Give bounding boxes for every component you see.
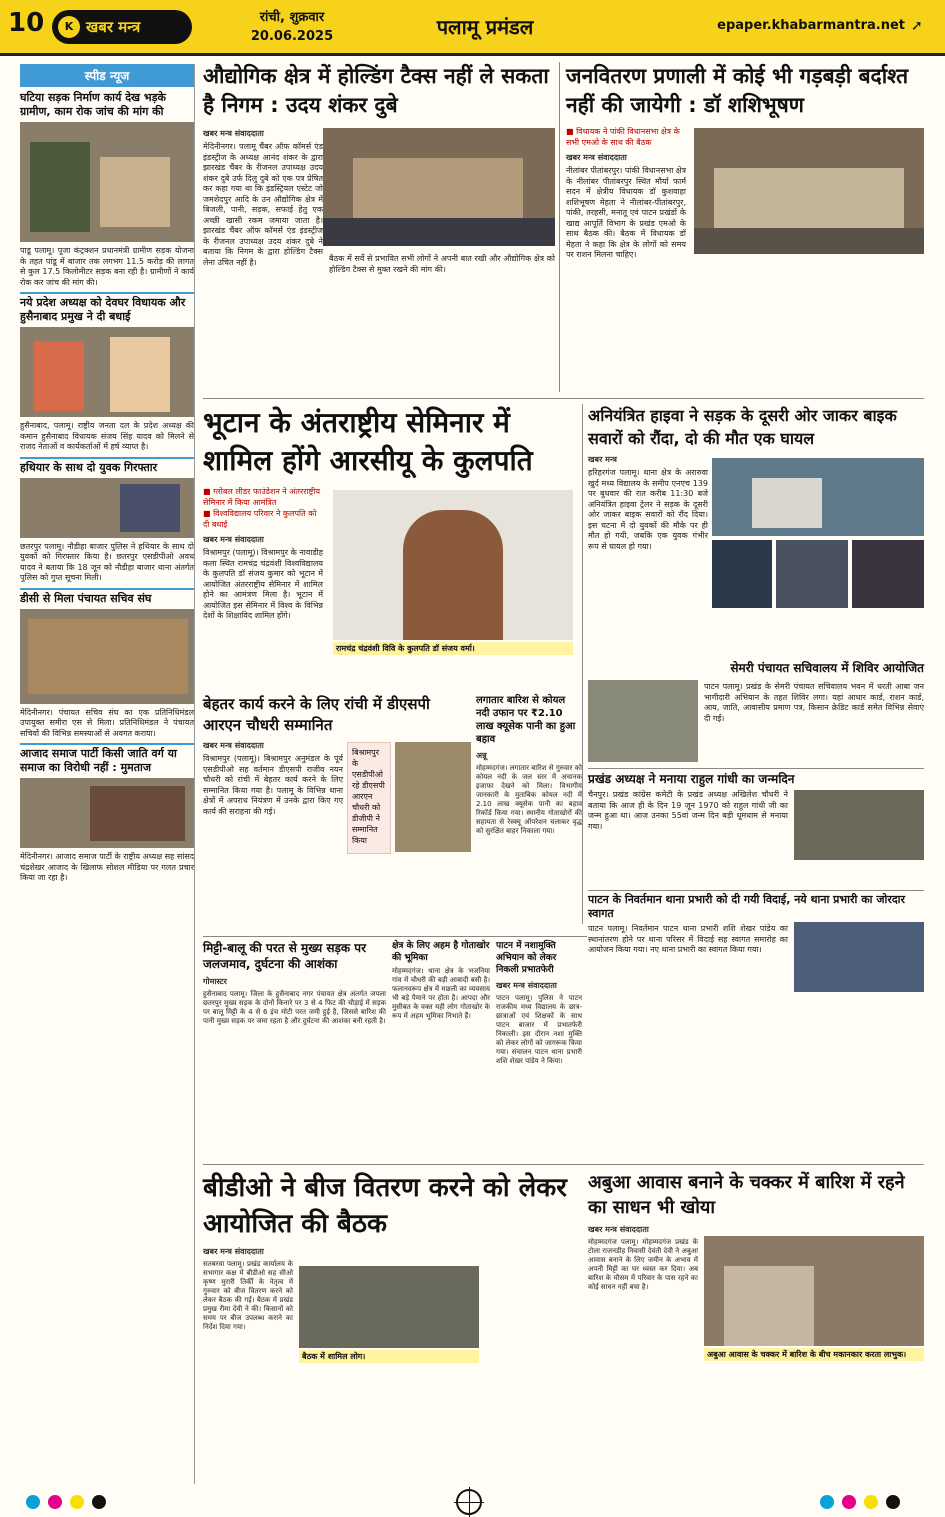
- byline: खबर मन्त्र संवाददाता: [566, 153, 627, 162]
- byline: खबर मन्त्र संवाददाता: [588, 1225, 649, 1234]
- article-body-continued: बैठक में सर्वे से प्रभावित सभी लोगों ने अपनी बात रखी और औद्योगिक क्षेत्र को होल्डिंग टैक्स से मुक्त रखने की मांग की।: [329, 254, 555, 274]
- brand-badge[interactable]: [52, 10, 192, 44]
- article-nasha: [496, 940, 582, 1160]
- article-body: पाटन पलामू। निवर्तमान पाटन थाना प्रभारी शशि शेखर पांडेय का स्थानांतरण होने पर थाना परिसर में विदाई सह स्वागत समारोह का आयोजन किया गया। नए थाना प्रभारी का स्वागत किया गया।: [588, 924, 788, 954]
- brief-headline[interactable]: नये प्रदेश अध्यक्ष को देवघर विधायक और हुसैनाबाद प्रमुख ने दी बधाई: [20, 292, 194, 324]
- farewell-photo: [794, 922, 924, 992]
- byline: खबर मन्त्र: [588, 455, 617, 464]
- brief-headline[interactable]: घटिया सड़क निर्माण कार्य देख भड़के ग्रामीण, काम रोक जांच की मांग की: [20, 91, 166, 118]
- article-gotakhor: [392, 940, 490, 1160]
- headline[interactable]: अबुआ आवास बनाने के चक्कर में बारिश में रहने का साधन भी खोया: [588, 1172, 905, 1218]
- cursor-icon: ➚: [911, 18, 923, 34]
- byline: खबर मन्त्र संवाददाता: [203, 1247, 264, 1256]
- article-body: हुसैनाबाद पलामू। जिला के हुसैनाबाद नगर पंचायत क्षेत्र अंतर्गत जपला छतरपुर मुख्य सड़क के दोनों किनारे पर 3 से 4 फिट की चौड़ाई में सड़क पर बालू मिट्टी के 4 से 6 इंच मोटी परत जमी हुई है, जिससे बारिश की पानी मुख्य सड़क पर जमा रहता है और दुर्घटना की आशंका बनी रहती है।: [203, 990, 386, 1025]
- speed-news-label: स्पीड न्यूज: [20, 64, 194, 87]
- victim-photo: [776, 540, 848, 608]
- brief-body: मेदिनीनगर। पंचायत सचिव संघ का एक प्रतिनिधिमंडल उपायुक्त समीरा एस से मिला। प्रतिनिधिमंडल ने पंचायत सचिवों की विभिन्न समस्याओं से अवगत कराया।: [20, 707, 194, 738]
- article-body: विश्रामपुर (पलामू)। विश्रामपुर के नावाडीह कला स्थित रामचंद्र चंद्रवंशी विश्वविद्यालय के कुलपति डॉ संजय कुमार को भूटान में आयोजित अंतरराष्ट्रीय सेमिनार में शामिल होने का आमंत्रण मिला है। भूटान में आयोजित इस सेमिनार में विश्व के विभिन्न देशों के शिक्षाविद शामिल होंगे।: [203, 548, 323, 620]
- left-column: [20, 64, 195, 1484]
- article-sadak: [203, 940, 386, 1160]
- headline[interactable]: पाटन के निवर्तमान थाना प्रभारी को दी गयी विदाई, नये थाना प्रभारी का जोरदार स्वागत: [588, 890, 924, 921]
- photo-caption: बैठक में शामिल लोग।: [299, 1350, 479, 1363]
- print-marks: [0, 1487, 945, 1517]
- article-body: विश्रामपुर (पलामू)। बिश्रामपुर अनुमंडल के पूर्व एसडीपीओ सह वर्तमान डीएसपी राजीव नयन चौधरी को रांची में बेहतर कार्य करने के लिए सम्मानित किया गया है। पलामू के विभिन्न थाना क्षेत्रों में अपराध नियंत्रण में उनके द्वारा किए गए कार्य की सराहना की गई।: [203, 754, 343, 816]
- headline[interactable]: औद्योगिक क्षेत्र में होल्डिंग टैक्स नहीं ले सकता है निगम : उदय शंकर दुबे: [203, 64, 549, 117]
- epaper-link[interactable]: epaper.khabarmantra.net: [717, 18, 905, 33]
- byline: खबर मन्त्र संवाददाता: [496, 981, 557, 990]
- cyan-mark-icon: [820, 1495, 834, 1509]
- byline: खबर मन्त्र संवाददाता: [203, 535, 264, 544]
- bullet-text: ■ विधायक ने पांकी विधानसभा क्षेत्र के सभी एमओ के साथ की बैठक: [566, 126, 686, 148]
- article-rahul: [588, 768, 924, 886]
- vc-photo: [333, 490, 573, 640]
- headline[interactable]: लगातार बारिश से कोयल नदी उफान पर ₹2.10 लाख क्यूसेक पानी का हुआ बहाव: [476, 695, 576, 745]
- award-photo: [395, 742, 471, 852]
- brief-headline[interactable]: आजाद समाज पार्टी किसी जाति वर्ग या समाज का विरोधी नहीं : मुमताज: [20, 743, 194, 775]
- headline[interactable]: पाटन में नशामुक्ति अभियान को लेकर निकली प्रभातफेरी: [496, 941, 557, 975]
- house-photo: [704, 1236, 924, 1346]
- article-body: चैनपुर। प्रखंड कांग्रेस कमेटी के प्रखंड अध्यक्ष अखिलेश चौधरी ने बताया कि आज ही के दिन 19 जून 1970 को राहुल गांधी जी का जन्म हुआ था। आज उनका 55वां जन्म दिन बड़ी धूमधाम से मनाया गया।: [588, 790, 788, 831]
- brief-headline[interactable]: डीसी से मिला पंचायत सचिव संघ: [20, 588, 194, 606]
- article-body: पाटन पलामू। प्रखंड के सेमरी पंचायत सचिवालय भवन में धरती आबा जन भागीदारी अभियान के तहत शिविर लगा। यहां आधार कार्ड, राशन कार्ड, आय, जाति, आवासीय प्रमाण पत्र, किसान क्रेडिट कार्ड समेत विभिन्न सेवाएं दी गईं।: [704, 682, 924, 723]
- article-awas: [588, 1170, 924, 1485]
- brand-name: खबर मन्त्र: [86, 18, 141, 36]
- byline: गोमास्टर: [203, 977, 227, 986]
- headline[interactable]: अनियंत्रित हाइवा ने सड़क के दूसरी ओर जाकर बाइक सवारों को रौंदा, दो की मौत एक घायल: [588, 406, 897, 448]
- byline: अन्नू: [476, 751, 487, 760]
- brief-photo: [20, 778, 194, 848]
- article-photo: [694, 128, 924, 254]
- article-body: मेदिनीनगर। पलामू चैंबर ऑफ कॉमर्स एंड इंडस्ट्रीज के अध्यक्ष आनंद शंकर के द्वारा झारखंड चैंबर के रीजनल उपाध्यक्ष उदय शंकर दुबे उर्फ दिलु दुबे को एक पत्र प्रेषित कर कहा गया था कि इंडस्ट्रियल एस्टेट जो जमशेदपुर आदि के उन औद्योगिक क्षेत्र में बिजली, पानी, सड़क, सफाई हेतु एक अच्छी खासी रकम जमाया जाता है। झारखंड चैंबर ऑफ कॉमर्स एंड इंडस्ट्रीज के रीजनल उपाध्यक्ष उदय शंकर दुबे ने बताया कि निगम के द्वारा होल्डिंग टैक्स लेना उचित नहीं है।: [203, 142, 323, 267]
- headline[interactable]: भूटान के अंतराष्ट्रीय सेमिनार में शामिल होंगे आरसीयू के कुलपति: [203, 406, 533, 477]
- article-body: मोहम्मदगंज। थाना क्षेत्र के भजनिया गांव में चौधरी की बड़ी आबादी बसी है। फलानवरूप क्षेत्र में मछली का व्यवसाय भी बड़े पैमाने पर होता है। आपदा और मुसीबत के वक्त यही लोग गोताखोर के रूप में अहम भूमिका निभाते हैं।: [392, 967, 490, 1020]
- bullet-text: ■ विश्वविद्यालय परिवार ने कुलपति को दी बधाई: [203, 508, 323, 530]
- brief-body: मेदिनीनगर। आजाद समाज पार्टी के राष्ट्रीय अध्यक्ष सह सांसद चंद्रशेखर आजाद के खिलाफ सोशल मीडिया पर गलत प्रचार किया जा रहा है।: [20, 852, 194, 882]
- article-koel: [476, 694, 582, 932]
- headline[interactable]: जनवितरण प्रणाली में कोई भी गड़बड़ी बर्दाश्त नहीं की जायेगी : डॉ शशिभूषण: [566, 64, 909, 117]
- article-body: मोहम्मदगंज पलामू। मोहम्मदगंज प्रखंड के टोला राजनडीह निवासी देवंती देवी ने अबुआ आवास बनाने के लिए जमीन के अभाव में अपनी मिट्टी का घर ध्वस्त कर दिया। अब बारिश के मौसम में परिवार के पास रहने का कोई साधन नहीं बचा है।: [588, 1238, 698, 1291]
- issue-date: 20.06.2025: [250, 29, 334, 44]
- article-body: मोहम्मदगंज। लगातार बारिश से गुरुवार को कोयल नदी के जल स्तर में अचानक इजाफा देखने को मिला। विभागीय जानकारी के मुताबिक कोयल नदी में 2.10 लाख क्यूसेक पानी का बहाव रिकॉर्ड किया गया। स्थानीय गोताखोरों की सहायता से रेस्क्यू ऑपरेशन चलाकर वृद्ध को सुरक्षित बाहर निकाला गया।: [476, 764, 582, 835]
- article-pds: [566, 62, 924, 392]
- headline[interactable]: प्रखंड अध्यक्ष ने मनाया राहुल गांधी का जन्मदिन: [588, 768, 924, 787]
- magenta-mark-icon: [48, 1495, 62, 1509]
- article-patan-thana: [588, 890, 924, 1018]
- dateline: [232, 8, 352, 48]
- bullet-text: ■ ग्लोबल लीडर फाउंडेशन ने अंतरराष्ट्रीय सेमिनार में किया आमंत्रित: [203, 486, 323, 508]
- accident-photo: [712, 458, 924, 536]
- brief-body: हुसैनाबाद, पलामू। राष्ट्रीय जनता दल के प्रदेश अध्यक्ष की कमान हुसैनाबाद विधायक संजय सिंह यादव को मिलने से राजद नेताओं व कार्यकर्ताओं में हर्ष व्याप्त है।: [20, 421, 194, 451]
- brand-logo-icon: K: [58, 16, 80, 38]
- article-body: सतबरवा पलामू। प्रखंड कार्यालय के सभागार कक्ष में बीडीओ सह सीओ कृष्ण मुरारी तिर्की के नेतृत्व में गुरुवार को बीज वितरण करने को लेकर बैठक की गई। बैठक में प्रखंड प्रमुख रीमा देवी ने की। किसानों को समय पर बीज उपलब्ध कराने का निर्देश दिया गया।: [203, 1260, 293, 1331]
- meeting-photo: [299, 1266, 479, 1348]
- birthday-photo: [794, 790, 924, 860]
- photo-caption: रामचंद्र चंद्रवंशी विवि के कुलपति डॉ संजय वर्मा।: [333, 642, 573, 655]
- article-body: पाटन पलामू। पुलिस ने पाटन राजकीय मध्य विद्यालय के छात्र-छात्राओं एवं शिक्षकों के साथ पाटन बाजार में प्रभातफेरी निकाली। इस दौरान नशा मुक्ति को लेकर लोगों को जागरूक किया गया। संचालन पाटन थाना प्रभारी शशि शेखर पांडेय ने किया।: [496, 994, 582, 1065]
- victim-photo: [852, 540, 924, 608]
- brief-photo: [20, 609, 194, 704]
- article-body: हरिहरगंज पलामू। थाना क्षेत्र के अरारुवा खुर्द मध्य विद्यालय के समीप एनएच 139 पर बुधवार की रात करीब 11:30 बजे अनियंत्रित हाइवा ट्रेलर ने सड़क के दूसरी ओर जाकर बाइक सवारों को रौंद दिया। इस घटना में दो युवकों की मौके पर ही मौत हो गयी, जबकि एक युवक गंभीर रूप से घायल हो गया।: [588, 468, 708, 551]
- yellow-mark-icon: [864, 1495, 878, 1509]
- brief-photo: [20, 122, 194, 242]
- black-mark-icon: [92, 1495, 106, 1509]
- headline[interactable]: बीडीओ ने बीज वितरण करने को लेकर आयोजित की बैठक: [203, 1173, 567, 1239]
- cyan-mark-icon: [26, 1495, 40, 1509]
- article-industry: [203, 62, 555, 392]
- article-hywa: [588, 404, 924, 654]
- brief-body: छतरपुर पलामू। नौडीहा बाजार पुलिस ने हथियार के साथ दो युवकों को गिरफ्तार किया है। छतरपुर एसडीपीओ अवध यादव ने बताया कि 18 जून को नौडीहा बाजार थाना अंतर्गत पुलिस को गुप्त सूचना मिली।: [20, 541, 194, 582]
- brief-body: पाडू पलामू। पूजा कंट्रक्शन प्रधानमंत्री ग्रामीण सड़क योजना के तहत पांडू में बाजार तक लगभग 11.5 करोड़ की लागत से कुल 17.5 किलोमीटर सड़क बना रही है। ग्रामीणों ने कार्य रोक कर जांच की मांग की।: [20, 246, 194, 287]
- article-body: नीलांबर पीतांबरपुर। पांकी विधानसभा क्षेत्र के नीलांबर पीतांबरपुर स्थित मौर्या फार्म सदन में क्षेत्रीय विधायक डॉ कुशवाहा शशिभूषण मेहता ने नीलांबर-पीतांबरपुर, पांकी, तरहसी, मनातू एवं पाटन प्रखंडों के खाद्य आपूर्ति विभाग के प्रखंड एमओ के साथ बैठक की। बैठक में विधायक डॉ मेहता ने कहा कि क्षेत्र के लोगों को समय पर राशन मिलना चाहिए।: [566, 166, 686, 259]
- yellow-mark-icon: [70, 1495, 84, 1509]
- registration-mark-icon: [456, 1489, 482, 1515]
- brief-headline[interactable]: हथियार के साथ दो युवक गिरफ्तार: [20, 457, 194, 475]
- article-semari: [588, 660, 924, 765]
- side-note: बिश्रामपुर के एसडीपीओ रहे डीएसपी आरएन चौधरी को डीजीपी ने सम्मानित किया: [347, 742, 391, 854]
- byline: खबर मन्त्र संवाददाता: [203, 741, 264, 750]
- city-day: रांची, शुक्रवार: [259, 10, 325, 25]
- photo-caption: अबुआ आवास के चक्कर में बारिश के बीच मकानकार करता लाभुक।: [704, 1348, 924, 1361]
- article-dsp: [203, 694, 471, 932]
- brief-photo: [20, 327, 194, 417]
- article-bullet: [566, 126, 686, 148]
- article-bhutan: [203, 404, 578, 689]
- headline[interactable]: मिट्टी-बालू की परत से मुख्य सड़क पर जलजमाव, दुर्घटना की आशंका: [203, 941, 367, 971]
- byline: खबर मन्त्र संवाददाता: [203, 129, 264, 138]
- headline[interactable]: बेहतर कार्य करने के लिए रांची में डीएसपी आरएन चौधरी सम्मानित: [203, 695, 430, 734]
- article-photo: [323, 128, 555, 246]
- headline[interactable]: क्षेत्र के लिए अहम है गोताखोर की भूमिका: [392, 941, 490, 963]
- page-number: 10: [8, 8, 45, 38]
- brief-photo: [20, 478, 194, 538]
- article-bullets: [203, 486, 323, 530]
- magenta-mark-icon: [842, 1495, 856, 1509]
- victim-photo: [712, 540, 772, 608]
- masthead: [0, 0, 945, 56]
- section-title: पलामू प्रमंडल: [436, 15, 534, 39]
- headline[interactable]: सेमरी पंचायत सचिवालय में शिविर आयोजित: [730, 661, 924, 675]
- article-bdo: [203, 1170, 583, 1485]
- camp-photo: [588, 680, 698, 762]
- black-mark-icon: [886, 1495, 900, 1509]
